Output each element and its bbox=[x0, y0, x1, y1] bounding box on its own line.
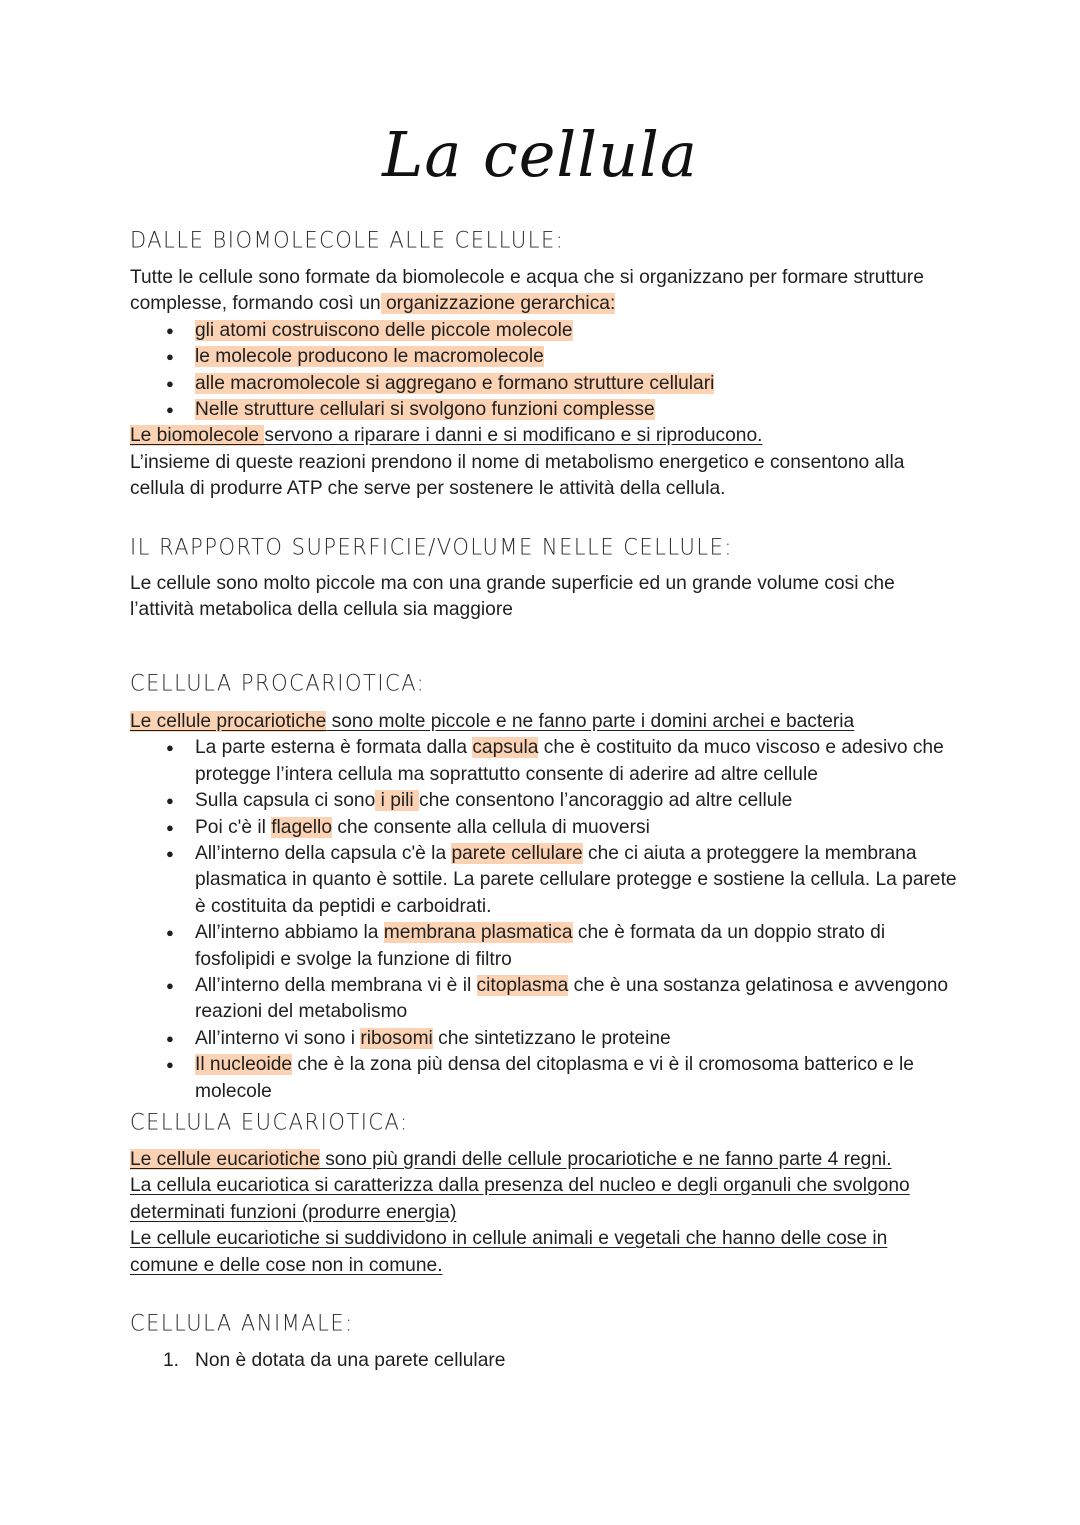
eucariotica-p3: Le cellule eucariotiche si suddividono in cellule animali e vegetali che hanno delle cose in comune e delle cose non in comune. bbox=[130, 1228, 888, 1276]
term-highlight: parete cellulare bbox=[451, 843, 583, 865]
section-animale bbox=[130, 1348, 960, 1374]
section-heading-animale: CELLULA ANIMALE: bbox=[130, 1310, 354, 1336]
section-rapporto bbox=[130, 571, 960, 624]
section-heading-procariotica: CELLULA PROCARIOTICA: bbox=[130, 670, 426, 696]
list-item-text: All’interno abbiamo la bbox=[195, 922, 384, 944]
list-item-text: che sintetizzano le proteine bbox=[432, 1027, 671, 1049]
list-item-text: All’interno della capsula c'è la bbox=[195, 843, 452, 865]
term-highlight: i pili bbox=[375, 790, 419, 812]
list-item bbox=[130, 1348, 960, 1374]
procariotica-list bbox=[130, 735, 960, 1105]
list-item-text: Sulla capsula ci sono bbox=[195, 790, 376, 812]
list-item bbox=[130, 1026, 960, 1052]
eucariotica-p1 bbox=[130, 1147, 960, 1173]
list-item-text: All’interno vi sono i bbox=[195, 1027, 361, 1049]
biomolecole-intro bbox=[130, 265, 960, 318]
list-item-text: All’interno della membrana vi è il bbox=[195, 975, 477, 997]
biomolecole-repair bbox=[130, 423, 960, 449]
intro-text: sono molte piccole e ne fanno parte i domini archei e bacteria bbox=[326, 711, 855, 732]
list-item-text: alle macromolecole si aggregano e formano strutture cellulari bbox=[195, 372, 715, 394]
list-item-text: che è una sostanza gelatinosa e avvengono reazioni del metabolismo bbox=[195, 975, 949, 1023]
repair-text: servono a riparare i danni e si modificano e si riproducono. bbox=[264, 425, 763, 447]
list-item bbox=[130, 841, 960, 920]
term-highlight: citoplasma bbox=[476, 975, 569, 997]
list-item bbox=[130, 973, 960, 1026]
intro-text: Tutte le cellule sono formate da biomolecole e acqua che si organizzano per formare strutture complesse, formando così un bbox=[130, 267, 924, 315]
list-item-text: gli atomi costruiscono delle piccole molecole bbox=[195, 319, 573, 341]
list-item-text: Poi c'è il bbox=[195, 816, 272, 838]
list-item bbox=[130, 920, 960, 973]
term-highlight: ribosomi bbox=[360, 1027, 433, 1049]
list-item bbox=[130, 815, 960, 841]
list-item-text: La parte esterna è formata dalla bbox=[195, 737, 473, 759]
list-item-text: Non è dotata da una parete cellulare bbox=[195, 1350, 506, 1371]
section-heading-biomolecole: DALLE BIOMOLECOLE ALLE CELLULE: bbox=[130, 227, 565, 253]
animale-list bbox=[130, 1348, 960, 1374]
list-item bbox=[130, 1052, 960, 1105]
term-highlight: flagello bbox=[271, 816, 332, 838]
list-item-number: 1. bbox=[163, 1350, 180, 1371]
list-item-text: che è costituito da muco viscoso e adesivo che protegge l’intera cellula ma soprattutto consente di aderire ad altre cellule bbox=[195, 737, 944, 785]
list-item bbox=[130, 397, 960, 423]
term-highlight: membrana plasmatica bbox=[383, 922, 573, 944]
section-procariotica bbox=[130, 709, 960, 1105]
section-heading-rapporto: IL RAPPORTO SUPERFICIE/VOLUME NELLE CELLULE: bbox=[130, 534, 733, 560]
list-item bbox=[130, 344, 960, 370]
biomolecole-metabolism: L’insieme di queste reazioni prendono il nome di metabolismo energetico e consentono alla cellula di produrre ATP che serve per sostenere le attività della cellula. bbox=[130, 451, 905, 500]
term-highlight: capsula bbox=[472, 737, 539, 759]
biomolecole-list bbox=[130, 318, 960, 424]
eucariotica-p2: La cellula eucariotica si caratterizza dalla presenza del nucleo e degli organuli che svolgono determinati funzioni (produrre energia) bbox=[130, 1175, 910, 1223]
list-item-text: che ci aiuta a proteggere la membrana plasmatica in quanto è sottile. La parete cellulare protegge e sostiene la cellula. La parete è costituita da peptidi e carboidrati. bbox=[195, 843, 957, 917]
list-item bbox=[130, 371, 960, 397]
term-highlight: Le cellule eucariotiche bbox=[130, 1149, 320, 1170]
paragraph-text: sono più grandi delle cellule procariotiche e ne fanno parte 4 regni. bbox=[319, 1149, 892, 1170]
page-title: La cellula bbox=[382, 118, 698, 191]
section-heading-eucariotica: CELLULA EUCARIOTICA: bbox=[130, 1109, 409, 1135]
list-item-text: le molecole producono le macromolecole bbox=[195, 346, 544, 368]
section-eucariotica bbox=[130, 1147, 960, 1279]
list-item bbox=[130, 735, 960, 788]
term-highlight: Il nucleoide bbox=[195, 1054, 293, 1076]
repair-highlight: Le biomolecole bbox=[130, 425, 265, 447]
list-item bbox=[130, 788, 960, 814]
list-item-text: Nelle strutture cellulari si svolgono funzioni complesse bbox=[195, 399, 655, 421]
list-item-text: che è formata da un doppio strato di fosfolipidi e svolge la funzione di filtro bbox=[195, 922, 886, 970]
rapporto-text: Le cellule sono molto piccole ma con una grande superficie ed un grande volume cosi che l’attività metabolica della cellula sia maggiore bbox=[130, 573, 895, 621]
list-item-text: che è la zona più densa del citoplasma e vi è il cromosoma batterico e le molecole bbox=[195, 1054, 914, 1102]
intro-highlight: organizzazione gerarchica: bbox=[380, 293, 616, 315]
procariotica-intro bbox=[130, 709, 960, 735]
intro-highlight: Le cellule procariotiche bbox=[130, 711, 327, 732]
list-item bbox=[130, 318, 960, 344]
list-item-text: che consentono l’ancoraggio ad altre cellule bbox=[418, 790, 793, 812]
list-item-text: che consente alla cellula di muoversi bbox=[332, 816, 650, 838]
section-biomolecole bbox=[130, 265, 960, 503]
